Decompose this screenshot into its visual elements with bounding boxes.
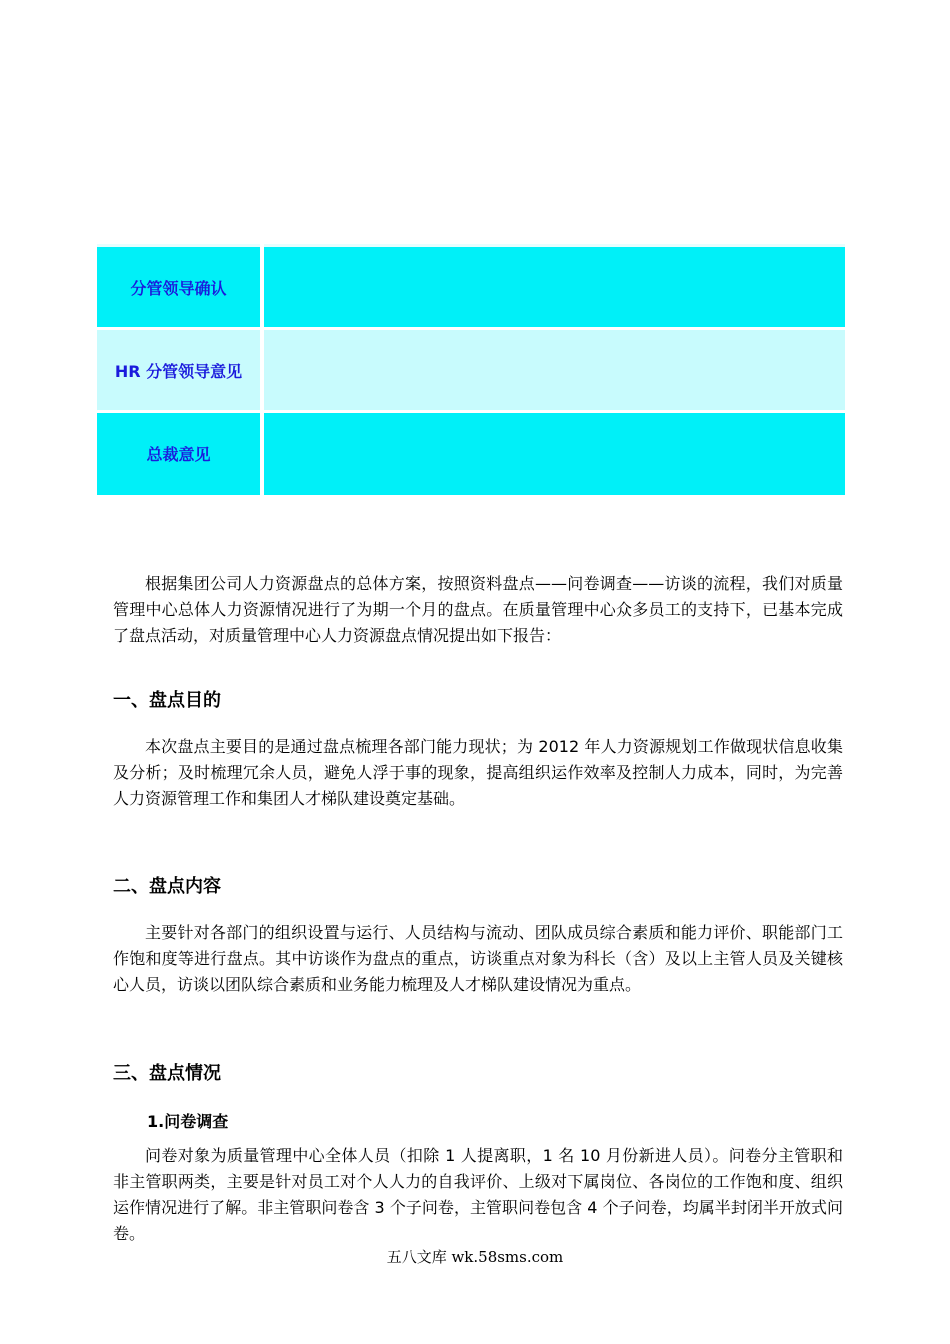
approval-value-field[interactable]	[262, 412, 845, 495]
approval-value-field[interactable]	[262, 246, 845, 329]
intro-paragraph: 根据集团公司人力资源盘点的总体方案，按照资料盘点——问卷调查——访谈的流程，我们对质量管理中心总体人力资源情况进行了为期一个月的盘点。在质量管理中心众多员工的支持下，已基本完成了盘点活动，对质量管理中心人力资源盘点情况提出如下报告：	[113, 574, 843, 645]
approval-row-president	[97, 412, 845, 495]
approval-row-division-leader	[97, 246, 845, 329]
section-heading: 一、盘点目的	[113, 690, 221, 711]
section-heading: 三、盘点情况	[113, 1063, 221, 1084]
section-body: 主要针对各部门的组织设置与运行、人员结构与流动、团队成员综合素质和能力评价、职能部门工作饱和度等进行盘点。其中访谈作为盘点的重点，访谈重点对象为科长（含）及以上主管人员及关键核心人员，访谈以团队综合素质和业务能力梳理及人才梯队建设情况为重点。	[113, 923, 843, 994]
approval-label: 分管领导确认	[97, 246, 262, 329]
approval-label: HR 分管领导意见	[97, 329, 262, 412]
approval-row-hr-leader	[97, 329, 845, 412]
section-body: 本次盘点主要目的是通过盘点梳理各部门能力现状；为 2012 年人力资源规划工作做现状信息收集及分析；及时梳理冗余人员，避免人浮于事的现象，提高组织运作效率及控制人力成本，同时，为完善人力资源管理工作和集团人才梯队建设奠定基础。	[113, 737, 843, 808]
approval-table	[97, 244, 845, 495]
section-heading: 二、盘点内容	[113, 876, 221, 897]
section-body: 问卷对象为质量管理中心全体人员（扣除 1 人提离职，1 名 10 月份新进人员）。问卷分主管职和非主管职两类，主要是针对员工对个人人力的自我评价、上级对下属岗位、各岗位的工作饱和度、组织运作情况进行了解。非主管职问卷含 3 个子问卷，主管职问卷包含 4 个子问卷，均属半封闭半开放式问卷。	[113, 1146, 843, 1243]
footer-watermark: 五八文库 wk.58sms.com	[386, 1248, 564, 1266]
approval-label: 总裁意见	[97, 412, 262, 495]
approval-value-field[interactable]	[262, 329, 845, 412]
section-subheading: 1.问卷调查	[147, 1112, 229, 1131]
